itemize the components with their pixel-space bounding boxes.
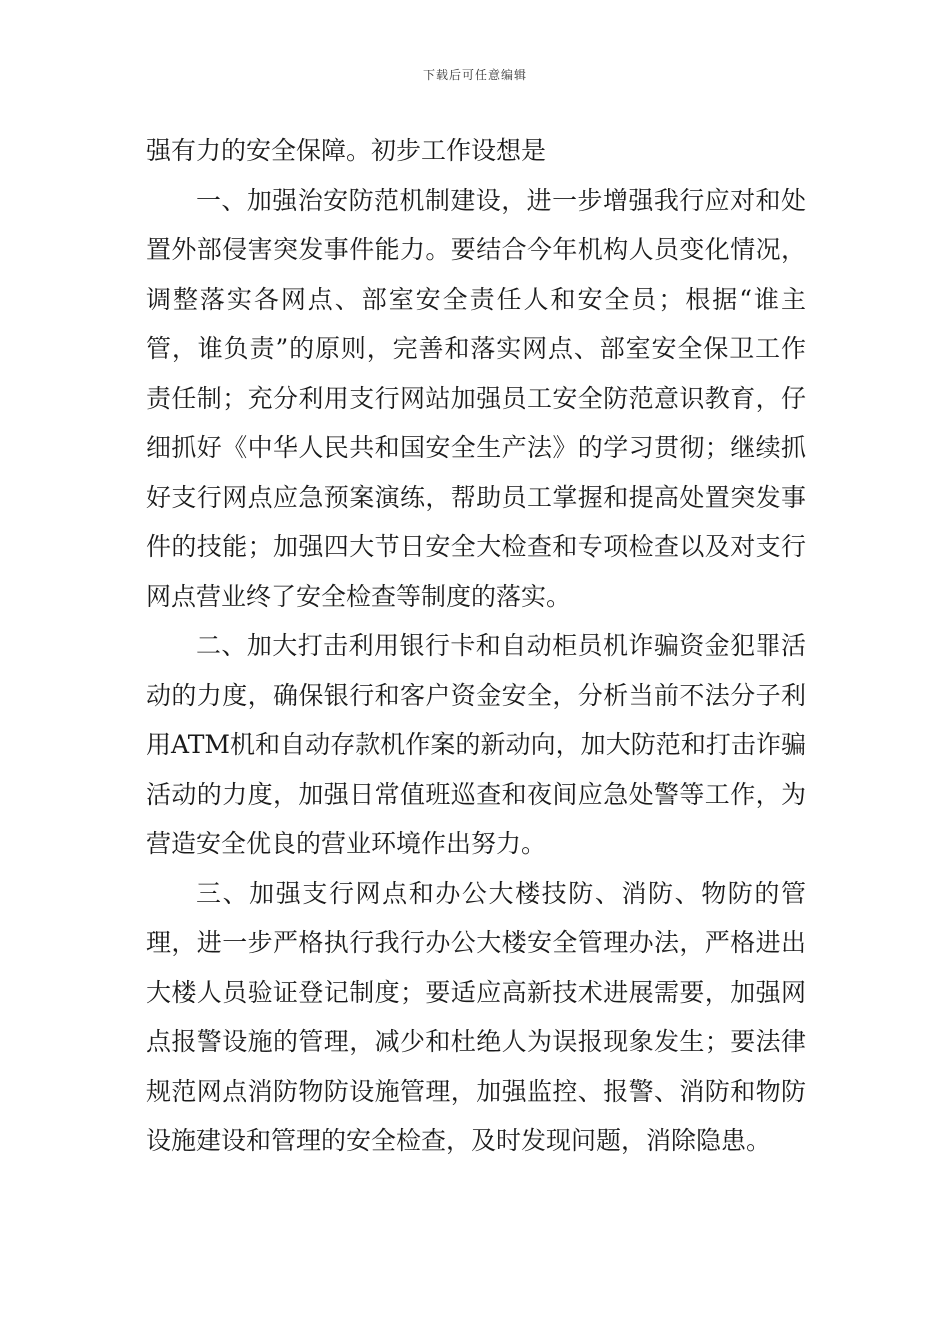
paragraph-1: 一、加强治安防范机制建设，进一步增强我行应对和处置外部侵害突发事件能力。要结合今年机构人员变化情况，调整落实各网点、部室安全责任人和安全员；根据“谁主管，谁负责”的原则，完善和落实网点、部室安全保卫工作责任制；充分利用支行网站加强员工安全防范意识教育，仔细抓好《中华人民共和国安全生产法》的学习贯彻；继续抓好支行网点应急预案演练，帮助员工掌握和提高处置突发事件的技能；加强四大节日安全大检查和专项检查以及对支行网点营业终了安全检查等制度的落实。 <box>146 185 806 611</box>
paragraph-2: 二、加大打击利用银行卡和自动柜员机诈骗资金犯罪活动的力度，确保银行和客户资金安全，分析当前不法分子利用ATM机和自动存款机作案的新动向，加大防范和打击诈骗活动的力度，加强日常值班巡查和夜间应急处警等工作，为营造安全优良的营业环境作出努力。 <box>146 631 806 858</box>
paragraph-continuation: 强有力的安全保障。初步工作设想是 <box>146 136 547 165</box>
page-header: 下载后可任意编辑 <box>422 68 527 82</box>
paragraph-3: 三、加强支行网点和办公大楼技防、消防、物防的管理，进一步严格执行我行办公大楼安全管理办法，严格进出大楼人员验证登记制度；要适应高新技术进展需要，加强网点报警设施的管理，减少和杜绝人为误报现象发生；要法律规范网点消防物防设施管理，加强监控、报警、消防和物防设施建设和管理的安全检查，及时发现问题，消除隐患。 <box>146 878 806 1155</box>
document-body <box>146 126 806 1166</box>
